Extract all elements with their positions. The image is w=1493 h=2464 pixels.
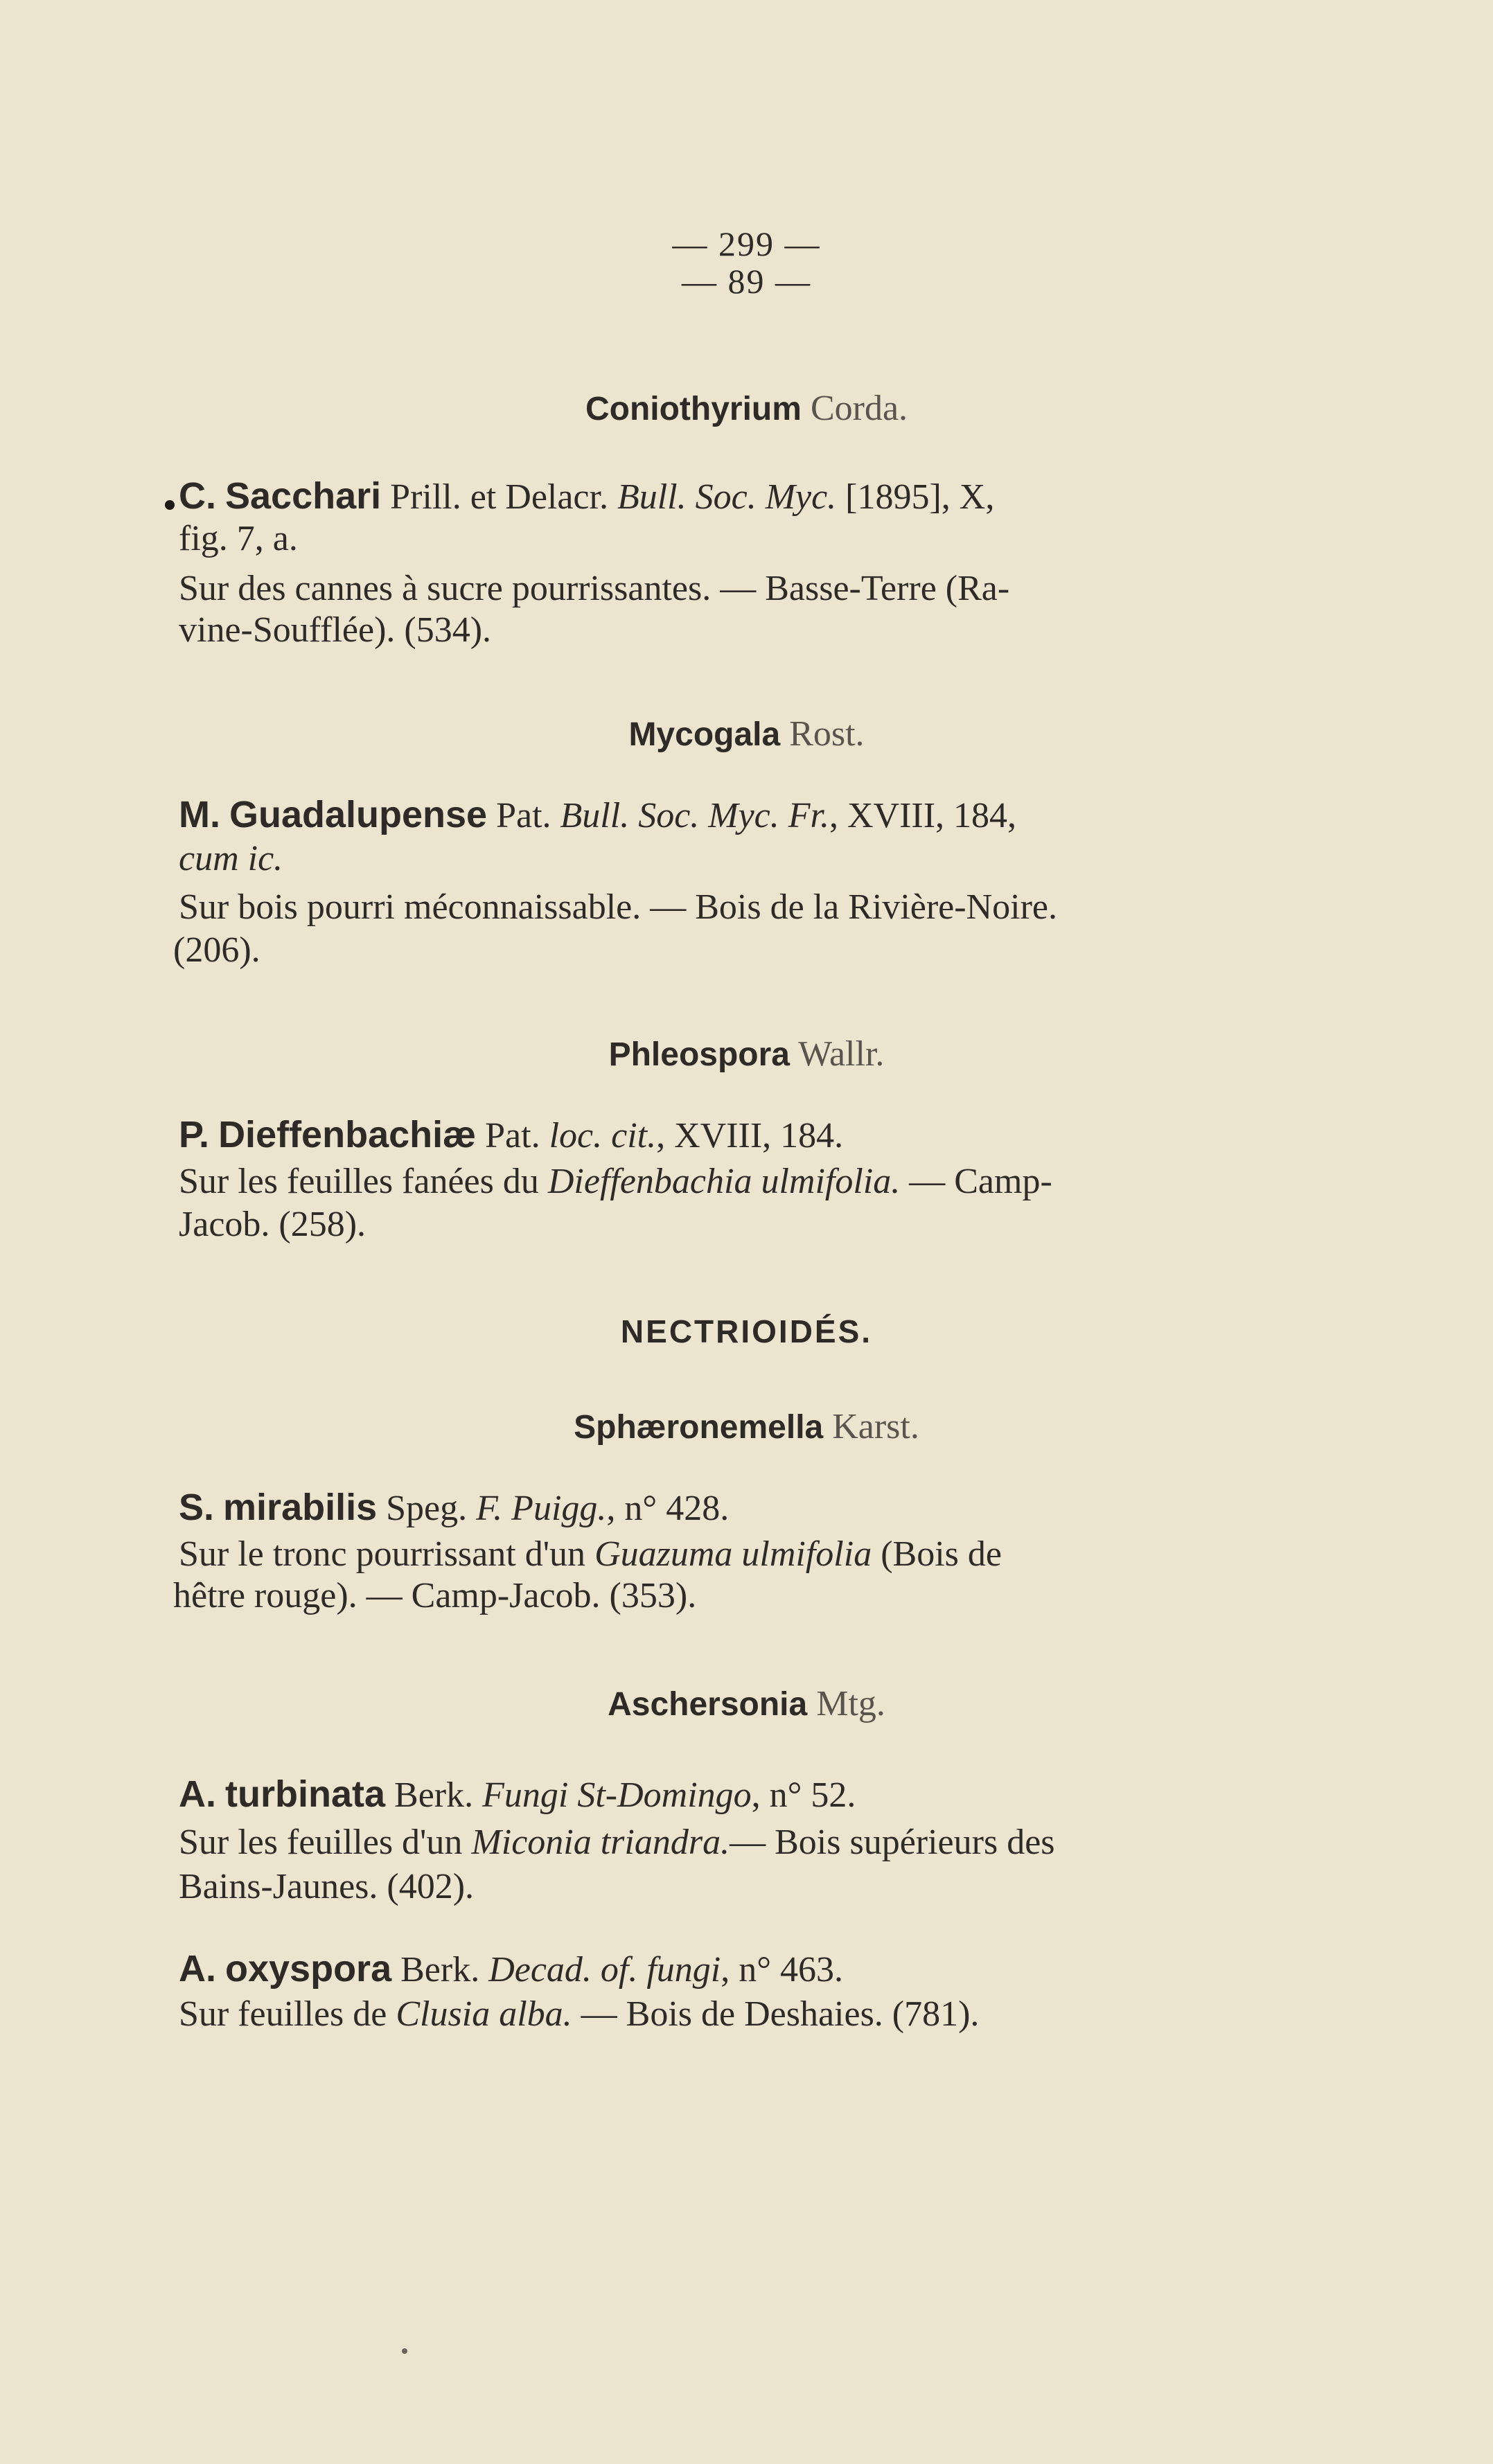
species-line-turbinata: [179, 1773, 856, 1816]
locality-continuation: Jacob. (258).: [179, 1205, 366, 1244]
genus-name: Coniothyrium: [585, 391, 802, 427]
paper-speck: [402, 2348, 407, 2354]
species-reference-journal: Bull. Soc. Myc.: [617, 477, 837, 517]
section-title-text: NECTRIOIDÉS.: [620, 1313, 873, 1349]
locality-text: — Bois supérieurs des: [730, 1823, 1055, 1862]
species-reference-volume: , XVIII, 184.: [656, 1116, 844, 1155]
species-reference-journal: loc. cit.: [549, 1116, 657, 1155]
species-reference-volume: [1895], X,: [845, 477, 995, 517]
species-line-guadalupense: [179, 794, 1016, 837]
species-reference-author: Pat.: [496, 796, 551, 835]
habitat-line: [179, 1534, 1002, 1575]
genus-heading-mycogala: [0, 714, 1493, 756]
species-line-dieffenbachiae: [179, 1114, 843, 1157]
species-name: Guadalupense: [229, 794, 488, 835]
species-line-continuation: [179, 838, 283, 880]
species-name: Sacchari: [225, 475, 382, 517]
species-abbr: S.: [179, 1487, 215, 1528]
habitat-text: Sur le tronc pourrissant d'un: [179, 1534, 586, 1574]
species-abbr: P.: [179, 1114, 210, 1155]
genus-author: Rost.: [789, 714, 865, 754]
locality-continuation: vine-Soufflée). (534).: [179, 610, 492, 650]
species-name: oxyspora: [225, 1948, 392, 1989]
species-reference-journal: Decad. of. fungi: [488, 1950, 721, 1989]
species-reference-journal: Bull. Soc. Myc. Fr.: [560, 796, 829, 835]
genus-heading-phleospora: [0, 1034, 1493, 1076]
margin-mark: [165, 500, 175, 510]
species-reference-volume: , n° 463.: [721, 1950, 844, 1989]
species-line-mirabilis: [179, 1487, 729, 1530]
species-reference-volume: , XVIII, 184,: [829, 796, 1017, 835]
species-reference-journal: F. Puigg.: [476, 1489, 607, 1528]
genus-heading-coniothyrium: [0, 388, 1493, 430]
species-abbr: C.: [179, 475, 216, 517]
habitat-line: [179, 1994, 979, 2035]
page-number-new: — 89 —: [682, 262, 811, 301]
locality-text: (Bois de: [881, 1534, 1002, 1574]
host-plant: Guazuma ulmifolia: [594, 1534, 872, 1574]
genus-name: Phleospora: [608, 1036, 790, 1073]
species-name: mirabilis: [223, 1487, 378, 1528]
genus-heading-aschersonia: [0, 1683, 1493, 1726]
habitat-text: Sur les feuilles d'un: [179, 1823, 463, 1862]
species-line-oxyspora: [179, 1948, 843, 1991]
locality-text: — Basse-Terre (Ra-: [720, 569, 1010, 608]
genus-name: Mycogala: [628, 716, 781, 753]
species-line-sacchari: [179, 475, 994, 518]
species-reference-author: Prill. et Delacr.: [390, 477, 608, 517]
habitat-text: Sur des cannes à sucre pourrissantes.: [179, 569, 712, 608]
locality-continuation: (206).: [173, 930, 260, 970]
habitat-text: Sur feuilles de: [179, 1994, 387, 2034]
species-reference-author: Berk.: [400, 1950, 480, 1989]
locality-text: — Camp-: [909, 1162, 1052, 1201]
genus-author: Karst.: [832, 1407, 919, 1446]
species-reference-volume: , n° 428.: [606, 1489, 730, 1528]
species-abbr: A.: [179, 1773, 216, 1815]
host-plant: Miconia triandra.: [471, 1823, 730, 1862]
genus-name: Sphæronemella: [574, 1409, 824, 1446]
locality-continuation: hêtre rouge). — Camp-Jacob. (353).: [173, 1576, 697, 1615]
species-abbr: A.: [179, 1948, 216, 1989]
host-plant: Clusia alba.: [396, 1994, 572, 2034]
species-name: turbinata: [225, 1773, 386, 1815]
genus-author: Corda.: [810, 389, 908, 428]
host-plant: Dieffenbachia ulmifolia.: [547, 1162, 901, 1201]
species-reference-volume: , n° 52.: [751, 1775, 856, 1815]
species-reference-author: Pat.: [485, 1116, 540, 1155]
species-abbr: M.: [179, 794, 220, 835]
genus-author: Wallr.: [798, 1034, 885, 1074]
locality-continuation: Bains-Jaunes. (402).: [179, 1867, 475, 1906]
locality-text: — Bois de Deshaies. (781).: [581, 1994, 980, 2034]
habitat-line: [179, 1822, 1055, 1863]
species-reference-author: Berk.: [394, 1775, 474, 1815]
genus-heading-sphaeronemella: [0, 1406, 1493, 1448]
section-title: [0, 1311, 1493, 1352]
habitat-text: Sur bois pourri méconnaissable.: [179, 887, 642, 927]
genus-author: Mtg.: [816, 1684, 885, 1723]
species-reference-journal: Fungi St-Domingo: [482, 1775, 752, 1815]
habitat-line: [179, 1161, 1052, 1203]
habitat-text: Sur les feuilles fanées du: [179, 1162, 539, 1201]
genus-name: Aschersonia: [608, 1686, 808, 1723]
species-name: Dieffenbachiæ: [218, 1114, 477, 1155]
cum-ic: cum ic.: [179, 839, 283, 878]
habitat-line: [179, 887, 1057, 928]
page-number-old: — 299 —: [672, 224, 821, 263]
species-reference-author: Speg.: [386, 1489, 468, 1528]
habitat-line: [179, 568, 1009, 610]
locality-text: — Bois de la Rivière-Noire.: [650, 887, 1057, 927]
species-line-continuation: fig. 7, a.: [179, 519, 298, 558]
